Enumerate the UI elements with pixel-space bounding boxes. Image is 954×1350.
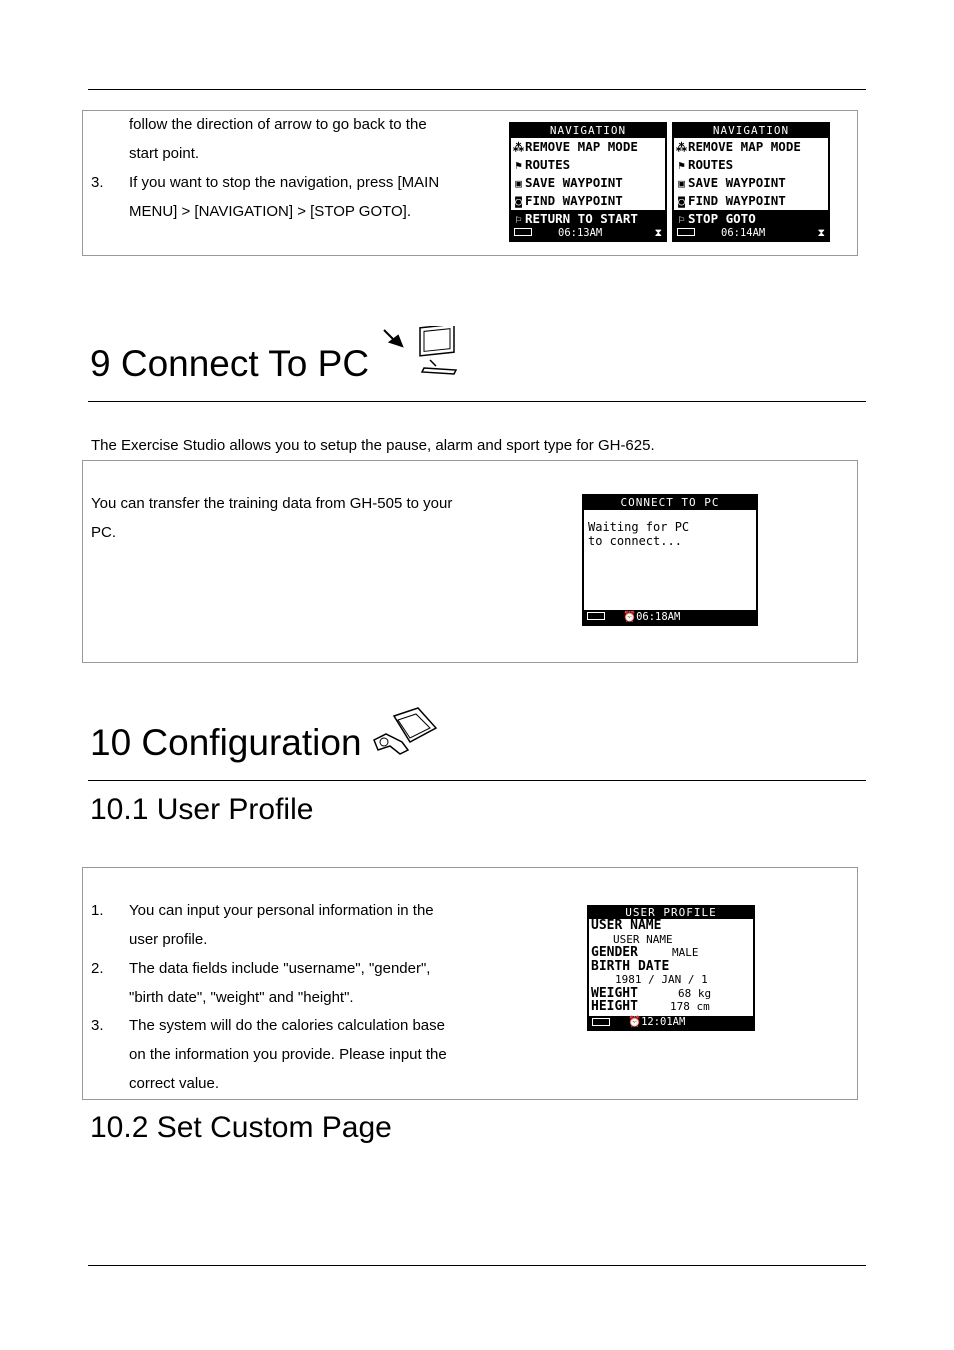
- profile-item1-number: 1.: [91, 902, 104, 919]
- computer-icon: [380, 326, 460, 378]
- profile-item3-number: 3.: [91, 1017, 104, 1034]
- user-profile-screen: [587, 905, 755, 1031]
- find-icon: ◙: [515, 195, 522, 208]
- menu-item-routes: ⚑ ROUTES: [674, 156, 828, 174]
- bottom-rule: [88, 1265, 866, 1266]
- status-bar: [674, 226, 828, 240]
- birth-date-value: 1981 / JAN / 1: [615, 973, 708, 986]
- configuration-rule: [88, 780, 866, 781]
- find-icon: ◙: [678, 195, 685, 208]
- connect-heading: 9 Connect To PC: [90, 343, 370, 384]
- profile-item3-line2: on the information you provide. Please input the: [129, 1046, 447, 1063]
- profile-item3-line1: The system will do the calories calculation base: [129, 1017, 445, 1034]
- menu-item-return-to-start: ⚐ RETURN TO START: [511, 210, 665, 228]
- menu-item-routes: ⚑ ROUTES: [511, 156, 665, 174]
- status-bar: [584, 610, 756, 624]
- battery-icon: [587, 612, 605, 620]
- screen-message: Waiting for PC to connect...: [588, 520, 690, 548]
- user-name-label: USER NAME: [591, 918, 662, 933]
- nav-text-line1: follow the direction of arrow to go back to the: [129, 116, 427, 133]
- nav-text-line2: start point.: [129, 145, 200, 162]
- map-icon: ⁂: [513, 141, 524, 154]
- battery-icon: [514, 228, 532, 236]
- hourglass-icon: ⧗: [654, 227, 662, 239]
- clock-time: ⏰12:01AM: [628, 1016, 686, 1028]
- profile-item2-line1: The data fields include "username", "gender",: [129, 960, 431, 977]
- gender-row: GENDER MALE: [591, 945, 699, 960]
- nav-item3-line1: If you want to stop the navigation, press [MAIN: [129, 174, 440, 191]
- flag-icon: ⚐: [515, 213, 522, 226]
- clock-time: 06:14AM: [721, 227, 766, 239]
- flag-icon: ⚐: [678, 213, 685, 226]
- user-profile-heading: 10.1 User Profile: [90, 793, 314, 826]
- set-custom-page-heading: 10.2 Set Custom Page: [90, 1111, 392, 1144]
- navigation-screen-stop: [672, 122, 830, 242]
- connect-rule: [88, 401, 866, 402]
- screen-title: USER PROFILE: [589, 907, 753, 919]
- wrench-icon: [372, 706, 442, 756]
- user-name-value: USER NAME: [613, 932, 673, 946]
- profile-item1-line2: user profile.: [129, 931, 208, 948]
- nav-item3-line2: MENU] > [NAVIGATION] > [STOP GOTO].: [129, 203, 412, 220]
- screen-title: NAVIGATION: [674, 124, 828, 138]
- menu-item-find-waypoint: ◙ FIND WAYPOINT: [511, 192, 665, 210]
- map-icon: ⁂: [676, 141, 687, 154]
- hourglass-icon: ⧗: [817, 227, 825, 239]
- connect-intro: The Exercise Studio allows you to setup the pause, alarm and sport type for GH-625.: [91, 437, 655, 454]
- menu-item-stop-goto: ⚐ STOP GOTO: [674, 210, 828, 228]
- route-icon: ⚑: [678, 159, 685, 172]
- menu-item-remove-map: ⁂REMOVE MAP MODE: [511, 138, 665, 156]
- connect-text-line2: PC.: [91, 524, 117, 541]
- clock-time: ⏰06:18AM: [623, 611, 681, 623]
- profile-item2-number: 2.: [91, 960, 104, 977]
- save-icon: ▣: [678, 177, 685, 190]
- screen-title: CONNECT TO PC: [584, 496, 756, 510]
- nav-item3-number: 3.: [91, 174, 104, 191]
- connect-to-pc-screen: [582, 494, 758, 626]
- battery-icon: [592, 1018, 610, 1026]
- birth-date-label: BIRTH DATE: [591, 958, 670, 974]
- battery-icon: [677, 228, 695, 236]
- menu-item-save-waypoint: ▣ SAVE WAYPOINT: [674, 174, 828, 192]
- screen-title: NAVIGATION: [511, 124, 665, 138]
- menu-item-find-waypoint: ◙ FIND WAYPOINT: [674, 192, 828, 210]
- clock-time: 06:13AM: [558, 227, 603, 239]
- menu-item-remove-map: ⁂REMOVE MAP MODE: [674, 138, 828, 156]
- save-icon: ▣: [515, 177, 522, 190]
- configuration-heading: 10 Configuration: [90, 722, 362, 763]
- menu-item-save-waypoint: ▣ SAVE WAYPOINT: [511, 174, 665, 192]
- navigation-screen-return: [509, 122, 667, 242]
- top-rule: [88, 89, 866, 90]
- route-icon: ⚑: [515, 159, 522, 172]
- weight-row: WEIGHT 68 kg: [591, 985, 712, 1001]
- connect-text-line1: You can transfer the training data from GH-505 to your: [91, 495, 453, 512]
- height-row: HEIGHT 178 cm: [591, 999, 710, 1014]
- status-bar: [511, 226, 665, 240]
- status-bar: [589, 1016, 753, 1029]
- profile-item3-line3: correct value.: [129, 1075, 220, 1092]
- profile-item1-line1: You can input your personal information in the: [129, 902, 434, 919]
- profile-item2-line2: "birth date", "weight" and "height".: [129, 989, 354, 1006]
